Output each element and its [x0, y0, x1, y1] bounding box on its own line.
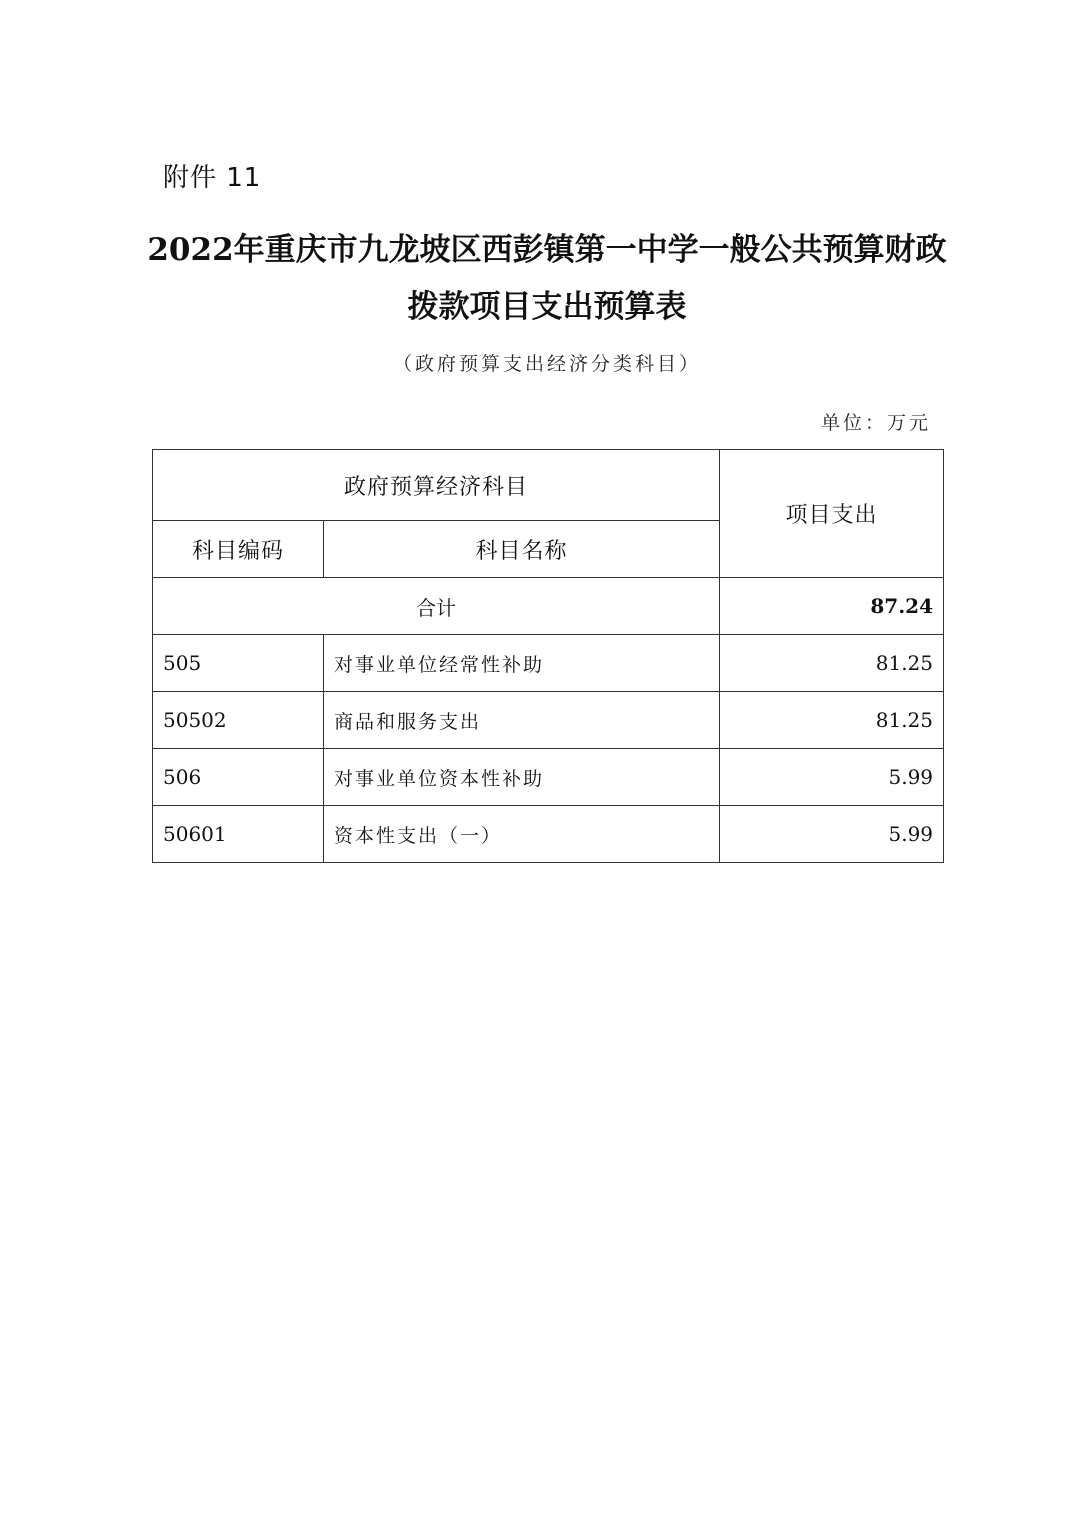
table-header-row-1 — [153, 450, 944, 521]
attachment-label: 附件 11 — [163, 163, 262, 193]
table-row — [153, 806, 944, 863]
row-value: 81.25 — [720, 692, 944, 749]
row-code: 50502 — [153, 692, 324, 749]
row-name: 商品和服务支出 — [324, 692, 720, 749]
budget-table — [152, 449, 944, 863]
row-value: 5.99 — [720, 806, 944, 863]
page-subtitle: （政府预算支出经济分类科目） — [392, 353, 701, 375]
header-project-expense: 项目支出 — [720, 450, 944, 578]
row-value: 5.99 — [720, 749, 944, 806]
row-name: 对事业单位资本性补助 — [324, 749, 720, 806]
header-economic-subject: 政府预算经济科目 — [153, 450, 720, 521]
row-value: 81.25 — [720, 635, 944, 692]
header-subject-code: 科目编码 — [153, 521, 324, 578]
header-subject-name: 科目名称 — [324, 521, 720, 578]
total-value: 87.24 — [720, 578, 944, 635]
page-title-line-1: 2022年重庆市九龙坡区西彭镇第一中学一般公共预算财政 — [147, 232, 947, 268]
row-name: 资本性支出（一） — [324, 806, 720, 863]
row-code: 50601 — [153, 806, 324, 863]
row-code: 506 — [153, 749, 324, 806]
page-title-line-2: 拨款项目支出预算表 — [407, 289, 687, 325]
table-row — [153, 692, 944, 749]
row-code: 505 — [153, 635, 324, 692]
table-row — [153, 749, 944, 806]
table-total-row — [153, 578, 944, 635]
row-name: 对事业单位经常性补助 — [324, 635, 720, 692]
table-row — [153, 635, 944, 692]
total-label: 合计 — [153, 578, 720, 635]
unit-label: 单位：万元 — [820, 412, 931, 434]
